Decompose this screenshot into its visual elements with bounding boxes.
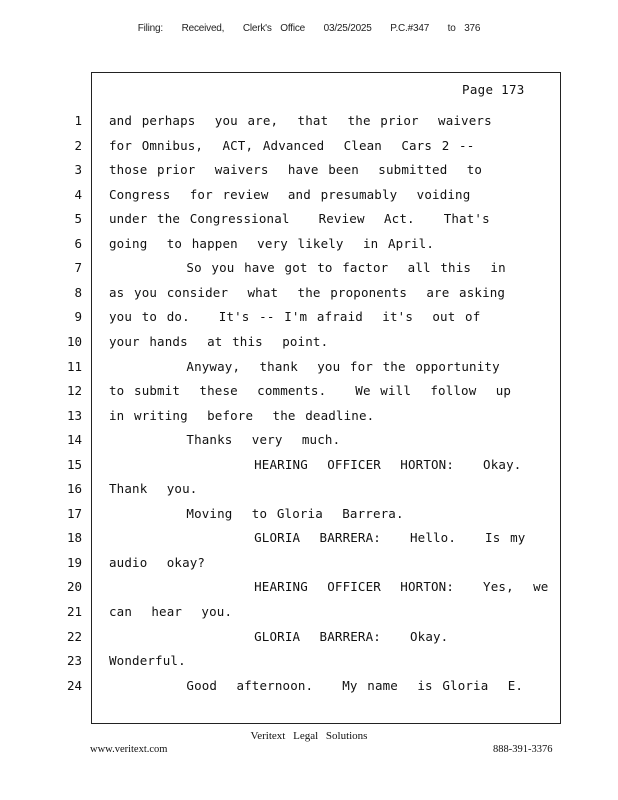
transcript-line xyxy=(0,604,560,624)
line-number: 16 xyxy=(66,481,82,497)
line-text: under the Congressional Review Act. That's xyxy=(109,211,490,227)
footer-website: www.veritext.com xyxy=(90,744,168,755)
line-text: HEARING OFFICER HORTON: Yes, we xyxy=(109,579,549,595)
line-text: for Omnibus, ACT, Advanced Clean Cars 2 -- xyxy=(109,137,475,153)
line-number: 3 xyxy=(74,162,82,178)
received-label: Received, xyxy=(181,23,225,34)
transcript-line xyxy=(0,334,560,354)
transcript-line xyxy=(0,359,560,379)
line-text: you to do. It's -- I'm afraid it's out of xyxy=(109,309,481,325)
line-text: GLORIA BARRERA: Hello. Is my xyxy=(109,530,526,546)
transcript-line xyxy=(0,579,560,599)
line-number: 15 xyxy=(66,456,82,472)
line-text: Anyway, thank you for the opportunity xyxy=(109,358,500,374)
line-text: and perhaps you are, that the prior waivers xyxy=(109,113,492,128)
transcript-line xyxy=(0,530,560,550)
line-number: 9 xyxy=(74,309,82,325)
transcript-line xyxy=(0,481,560,501)
line-number: 4 xyxy=(74,186,82,202)
line-text: GLORIA BARRERA: Okay. xyxy=(109,628,449,644)
footer-company: Veritext Legal Solutions xyxy=(250,730,368,742)
line-number: 11 xyxy=(66,358,82,374)
line-text: to submit these comments. We will follow up xyxy=(109,383,512,399)
transcript-line xyxy=(0,629,560,649)
line-number: 19 xyxy=(66,554,82,570)
line-text: in writing before the deadline. xyxy=(109,407,375,423)
line-number: 24 xyxy=(66,677,82,693)
transcript-line xyxy=(0,113,560,133)
line-number: 23 xyxy=(66,653,82,669)
transcript-line xyxy=(0,383,560,403)
line-number: 8 xyxy=(74,284,82,300)
line-number: 22 xyxy=(66,628,82,644)
line-text: HEARING OFFICER HORTON: Okay. xyxy=(109,456,522,472)
line-text: can hear you. xyxy=(109,604,233,619)
line-text: Thanks very much. xyxy=(109,432,341,448)
line-number: 2 xyxy=(74,137,82,153)
line-text: those prior waivers have been submitted to xyxy=(109,162,483,178)
line-number: 1 xyxy=(74,113,82,128)
transcript-line xyxy=(0,260,560,280)
transcript-line xyxy=(0,457,560,477)
line-text: Good afternoon. My name is Gloria E. xyxy=(109,677,524,693)
transcript-line xyxy=(0,555,560,575)
transcript-line xyxy=(0,408,560,428)
clerks-office-label: Clerk's Office xyxy=(242,23,306,34)
transcript-line xyxy=(0,309,560,329)
line-number: 7 xyxy=(74,260,82,276)
line-text: your hands at this point. xyxy=(109,333,329,349)
transcript-line xyxy=(0,285,560,305)
line-number: 18 xyxy=(66,530,82,546)
filing-label: Filing: xyxy=(137,23,163,34)
line-text: Congress for review and presumably voiding xyxy=(109,186,471,202)
line-text: Thank you. xyxy=(109,481,198,497)
line-number: 20 xyxy=(66,579,82,595)
line-text: as you consider what the proponents are asking xyxy=(109,284,506,300)
footer-phone: 888-391-3376 xyxy=(493,744,553,755)
line-text: So you have got to factor all this in xyxy=(109,260,506,276)
page-number: Page 173 xyxy=(462,82,525,97)
transcript-line xyxy=(0,138,560,158)
filing-stamp xyxy=(0,23,618,34)
transcript-line xyxy=(0,187,560,207)
page-range: to 376 xyxy=(447,23,481,34)
transcript-line xyxy=(0,506,560,526)
line-number: 13 xyxy=(66,407,82,423)
transcript-line xyxy=(0,236,560,256)
transcript-line xyxy=(0,678,560,698)
line-number: 12 xyxy=(66,383,82,399)
transcript-line xyxy=(0,432,560,452)
filing-date: 03/25/2025 xyxy=(323,23,372,34)
line-text: going to happen very likely in April. xyxy=(109,235,435,251)
line-number: 5 xyxy=(74,211,82,227)
line-number: 21 xyxy=(66,604,82,619)
public-comment-number: P.C.#347 xyxy=(390,23,430,34)
line-number: 14 xyxy=(66,432,82,448)
transcript-line xyxy=(0,162,560,182)
line-text: audio okay? xyxy=(109,554,206,570)
line-number: 6 xyxy=(74,235,82,251)
line-number: 17 xyxy=(66,505,82,521)
line-text: Wonderful. xyxy=(109,653,186,669)
transcript-line xyxy=(0,211,560,231)
line-number: 10 xyxy=(66,333,82,349)
transcript-line xyxy=(0,653,560,673)
line-text: Moving to Gloria Barrera. xyxy=(109,505,404,521)
